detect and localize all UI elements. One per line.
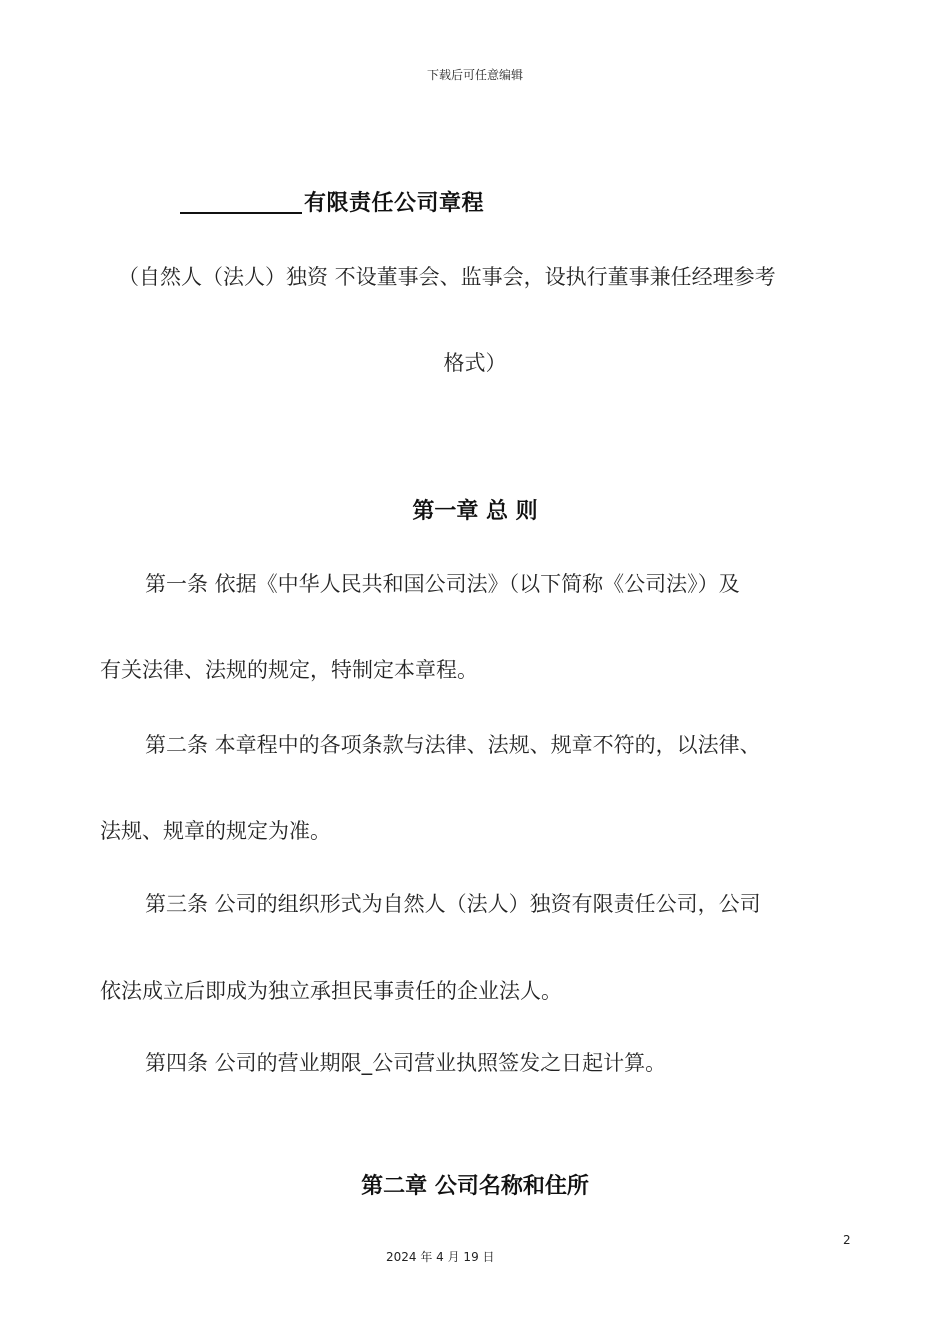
chapter-heading-2: 第二章 公司名称和住所 [361, 1174, 589, 1199]
company-name-blank [180, 190, 302, 214]
document-title [180, 186, 484, 217]
document-title-text: 有限责任公司章程 [304, 191, 485, 216]
article-2-line-1: 第二条 本章程中的各项条款与法律、法规、规章不符的，以法律、 [145, 733, 761, 757]
article-4-line-1: 第四条 公司的营业期限_公司营业执照签发之日起计算。 [145, 1051, 667, 1075]
page-number: 2 [843, 1233, 851, 1247]
subtitle-line-1: （自然人（法人）独资 不设董事会、监事会，设执行董事兼任经理参考 [118, 265, 776, 289]
article-2-line-2: 法规、规章的规定为准。 [100, 819, 331, 843]
article-3-line-1: 第三条 公司的组织形式为自然人（法人）独资有限责任公司，公司 [145, 892, 761, 916]
subtitle-line-2: 格式） [443, 351, 507, 375]
article-1-line-2: 有关法律、法规的规定，特制定本章程。 [100, 658, 478, 682]
footer-date: 2024 年 4 月 19 日 [386, 1250, 495, 1264]
chapter-heading-1: 第一章 总 则 [412, 499, 538, 524]
header-note: 下载后可任意编辑 [426, 68, 523, 82]
article-1-line-1: 第一条 依据《中华人民共和国公司法》（以下简称《公司法》）及 [145, 572, 740, 596]
article-3-line-2: 依法成立后即成为独立承担民事责任的企业法人。 [100, 979, 562, 1003]
